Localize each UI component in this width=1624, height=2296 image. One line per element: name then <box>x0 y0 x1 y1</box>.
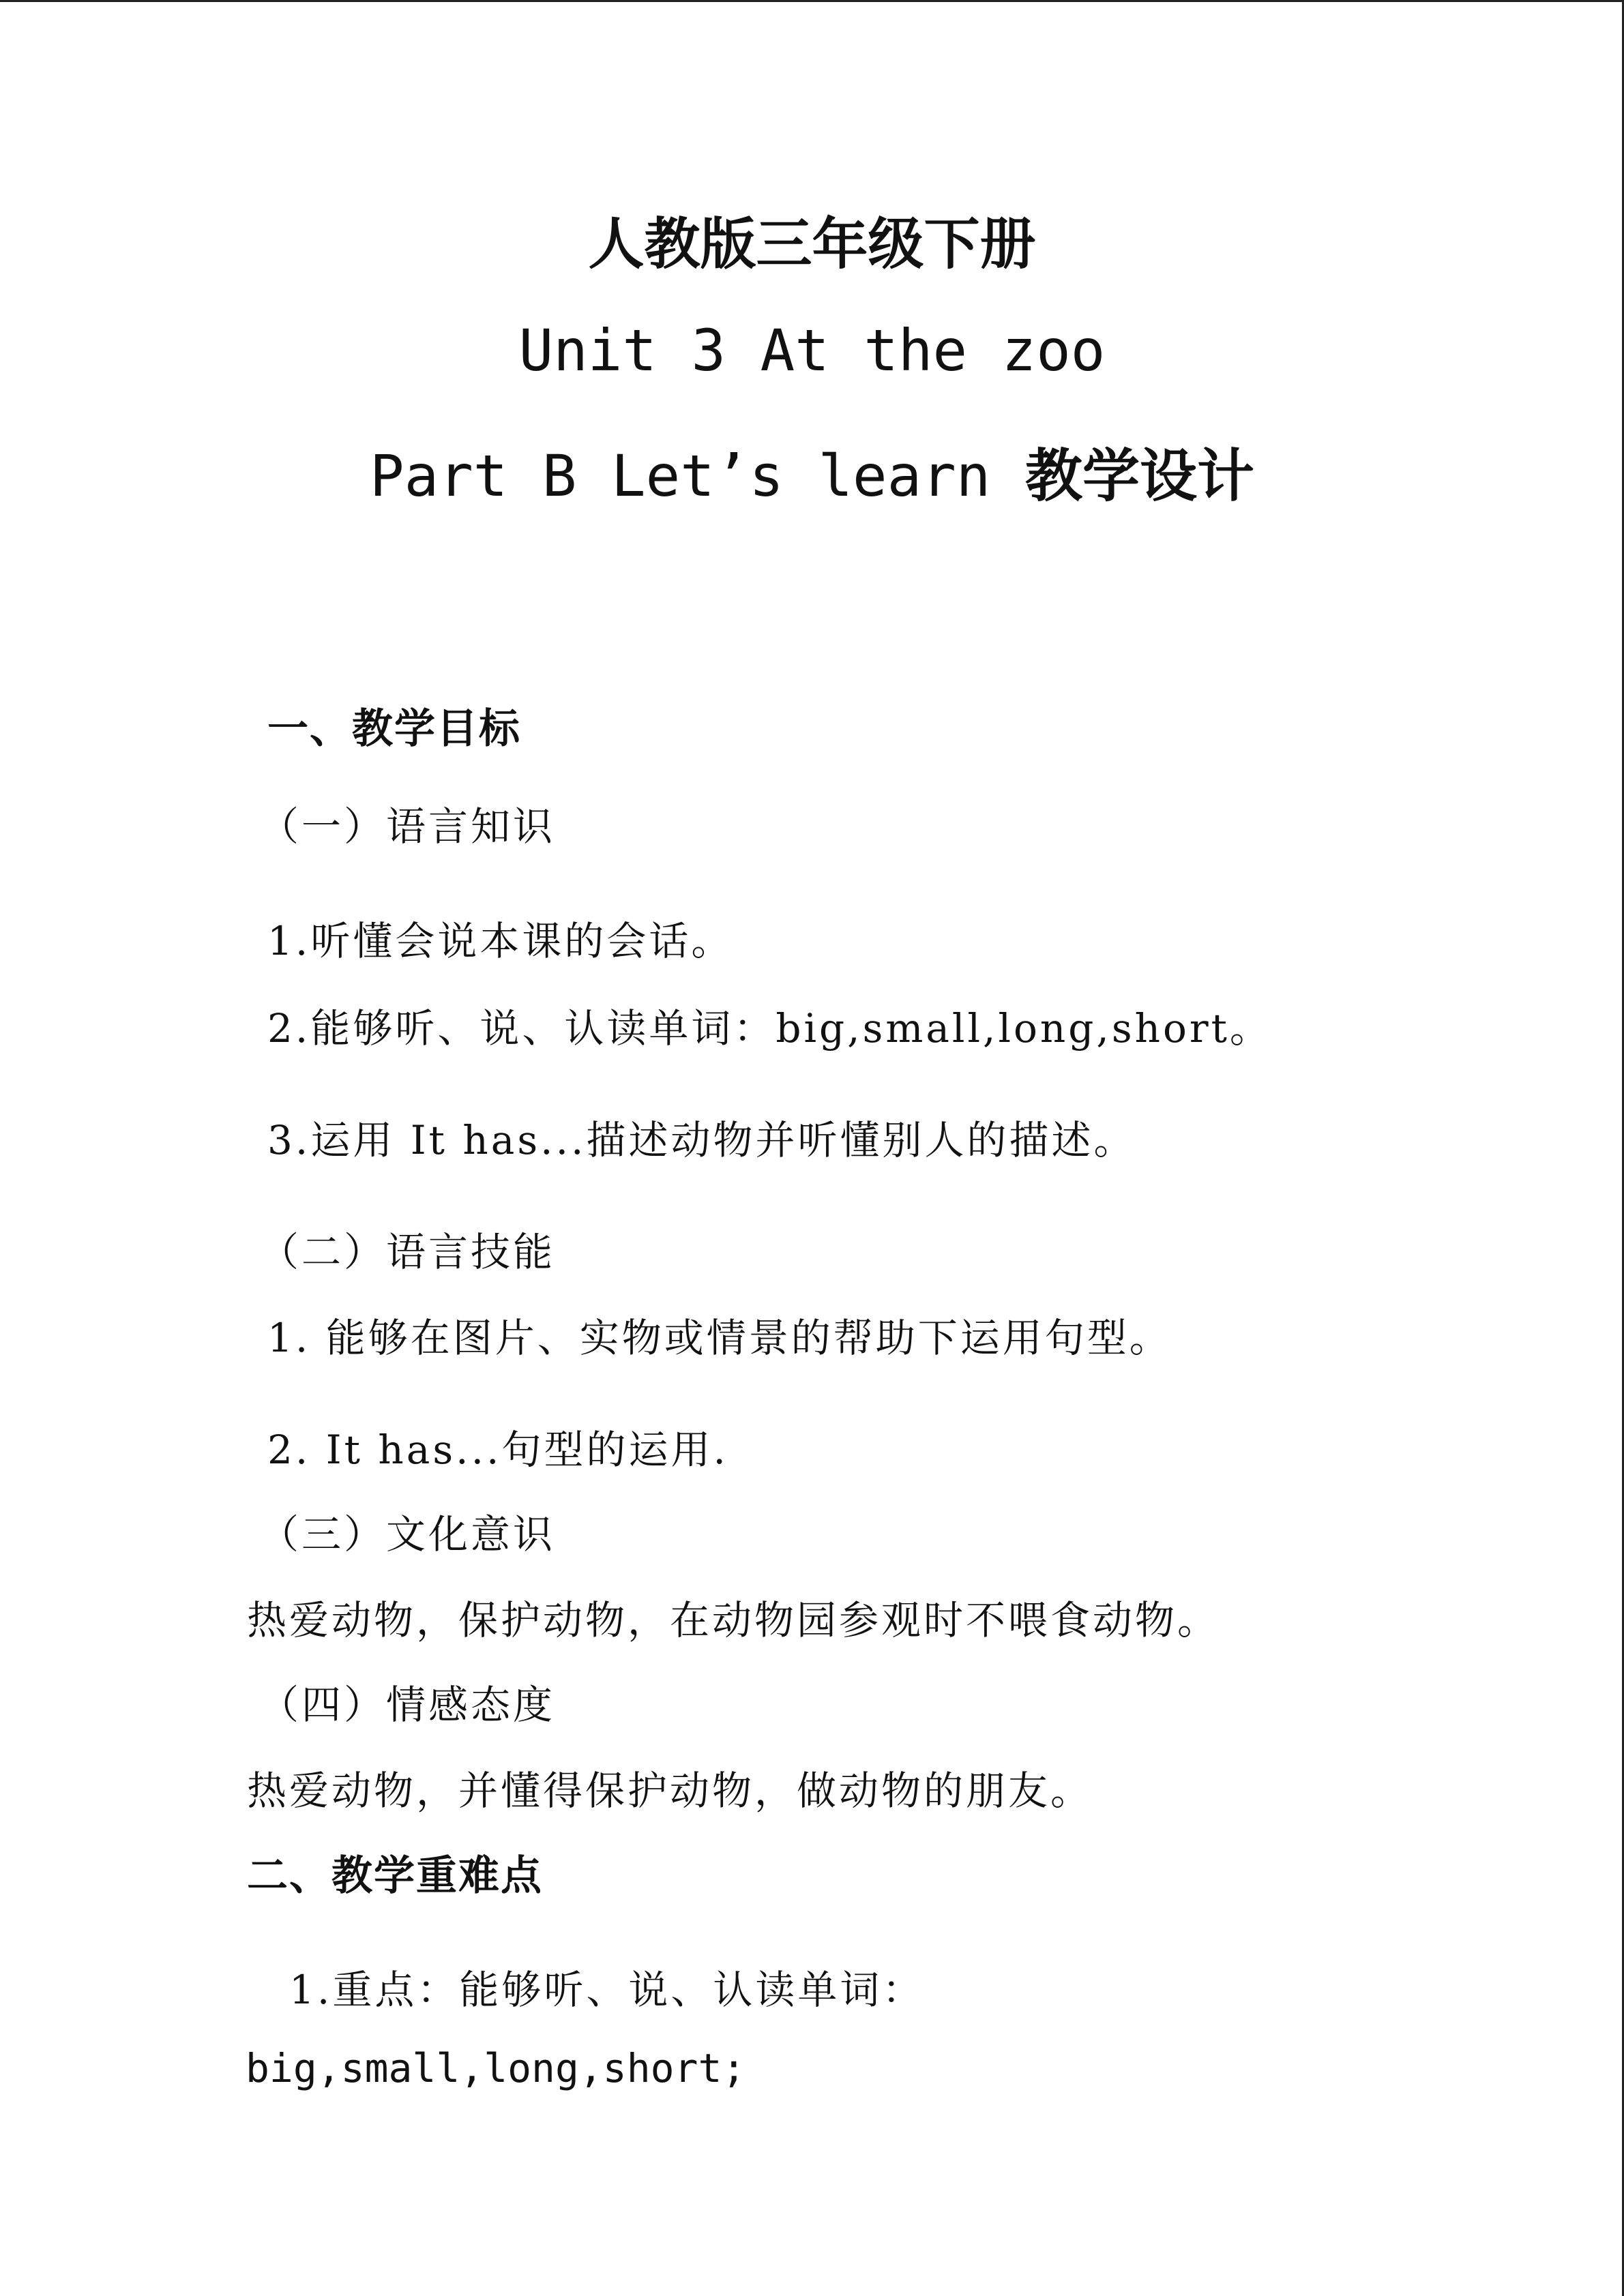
doc-title-grade: 人教版三年级下册 <box>588 212 1036 277</box>
doc-title-unit: Unit 3 At the zoo <box>518 317 1106 384</box>
doc-title-part-en: Part B Let’s learn <box>370 443 991 509</box>
paragraph-cultural-awareness: 热爱动物，保护动物，在动物园参观时不喂食动物。 <box>247 1597 1220 1643</box>
subheading-language-skills: （二）语言技能 <box>259 1229 556 1275</box>
section-heading-objectives: 一、教学目标 <box>267 705 521 753</box>
paragraph-emotional-attitude: 热爱动物，并懂得保护动物，做动物的朋友。 <box>247 1768 1093 1814</box>
section-heading-key-points: 二、教学重难点 <box>247 1852 543 1900</box>
list-item: 1.重点：能够听、说、认读单词： <box>289 1967 925 2013</box>
doc-title-part <box>0 430 1624 513</box>
list-item: 3.运用 It has...描述动物并听懂别人的描述。 <box>267 1117 1136 1163</box>
list-item: 1. 能够在图片、实物或情景的帮助下运用句型。 <box>267 1315 1172 1361</box>
subheading-emotional-attitude: （四）情感态度 <box>259 1682 556 1728</box>
list-item: 1.听懂会说本课的会话。 <box>267 918 734 964</box>
list-item: 2.能够听、说、认读单词：big,small,long,short。 <box>267 1005 1272 1052</box>
list-item-continuation: big,small,long,short; <box>246 2045 746 2091</box>
subheading-language-knowledge: （一）语言知识 <box>259 803 556 850</box>
list-item: 2. It has...句型的运用. <box>267 1427 728 1473</box>
subheading-cultural-awareness: （三）文化意识 <box>259 1511 556 1557</box>
doc-title-part-cn: 教学设计 <box>1024 443 1254 509</box>
